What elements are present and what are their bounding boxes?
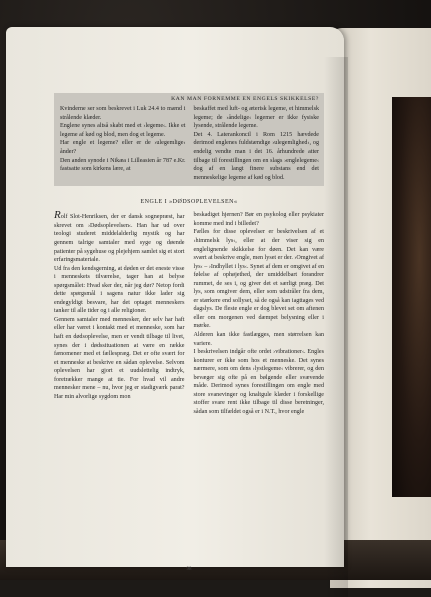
- spine-shadow: [324, 57, 348, 597]
- body-text-left: olf Slot-Henriksen, der er dansk sognepræst, har skrevet om ›Dødsoplevelsen‹. Han har ud over teologi studeret middelalderlig mystik og har gennem talrige samtaler med syge og døende patienter på sygehuse og plejehjem samlet sig et stort erfaringsmateriale. Ud fra den kendsgerning, at døden er det eneste visse i menneskets tilværelse, tager han at belyse spørgsmålet: Hvad sker der, når jeg dør? Netop fordi dette spørgsmål i sagens natur ikke lader sig endegyldigt besvare, har det optaget menneskers tanker til alle tider og i alle religioner. Gennem samtaler med mennesker, der selv har haft eller har været i kontakt med et menneske, som har haft en dødsoplevelse, men er vendt tilbage til livet, synes der i dødssituationen at være en række fænomener med et fællespræg. Det er ofte svært for et menneske at beskrive en sådan oplevelse. Selvom oplevelsen har gjort et uudslettelig indtryk, foretrækker mange at tie. For hvad vil andre mennesker mene – nu, hvor jeg er stadigværk parat? Har min alvorlige sygdom mon: [54, 214, 185, 400]
- page-number: 98: [186, 567, 192, 572]
- section-title: ENGLE I »DØDSOPLEVELSEN«: [140, 199, 238, 206]
- body-text-right: beskadiget hjernen? Bør en psykolog eller psykiater komme med ind i billedet? Fælles for disse oplevelser er beskrivelsen af et ›himmelsk lys‹, eller at der viser sig en englelignende skikkelse for døen. Det kan være svært at beskrive engle, men lyset er der. ›Omgivet af lys‹ – ›Indhyllet i lys‹. Synet af dem er omgivet af en følelse af ophøjethed, der umiddelbart forandrer rummet, de ses i, og giver det et særligt præg. Det lys, som omgiver dem, eller som udstråler fra dem, er stærkere end sollyset, så de også kan iagttages ved dagslys. De fleste engle er dog blevet set om aftenen eller om morgenen ved dæmpet belysning eller i mørke. Alderen kan ikke fastlægges, men størrelsen kan variere. I beskrivelsen indgår ofte ordet ›vibrationer‹. Engles konturer er ikke som hos et menneske. Det synes nærmere, som om dens ›lystlegeme‹ vibrerer, og den bevæger sig ofte på en bølgende eller svævende måde. Derimod synes forestillingen om engle med store svanevinger og knaltgule klæder i forskellige stoffer svare rent ikke tilbage til disse beretninger, sådan som tilfældet også er i N.T., hvor engle: [193, 212, 324, 415]
- box-column-left: [60, 105, 186, 182]
- box-column-right: [194, 105, 320, 182]
- facing-page-photo: [392, 97, 431, 497]
- box-text-left: Kvinderne ser som beskrevet i Luk 24.4 to mænd i strålende klæder. Englene synes altså skabt med et ›legeme‹. Ikke et legeme af kød og blod, men dog et legeme. Har engle et legeme? eller er de ›ulegemlige‹ ånder? Den anden synode i Nikæa i Lilleasien år 787 e.Kr. fastsatte som kirkens lære, at: [60, 106, 186, 173]
- body-column-right: [194, 211, 325, 416]
- sidebar-box: [54, 93, 324, 186]
- box-title: KAN MAN FORNEMME EN ENGELS SKIKKELSE?: [171, 96, 319, 102]
- body-column-left: [54, 211, 185, 416]
- book-page: [6, 27, 344, 572]
- drop-cap: R: [54, 209, 61, 222]
- box-text-right: beskaffet med luft- og æterisk legeme, et himmelsk legeme; de ›åndelige‹ legemer er ikke fysiske lysende, strålende legeme. Det 4. Laterankoncil i Rom 1215 hævdede derimod englenes fuldstændige ›ulegemlighed‹, og endelig vendte man i det 16. århundrede atter tilbage til forestillingen om en slags ›englelegeme‹ dog af en langt finere substans end det menneskelige legeme af kød og blod.: [193, 106, 319, 181]
- page-content: [54, 93, 324, 572]
